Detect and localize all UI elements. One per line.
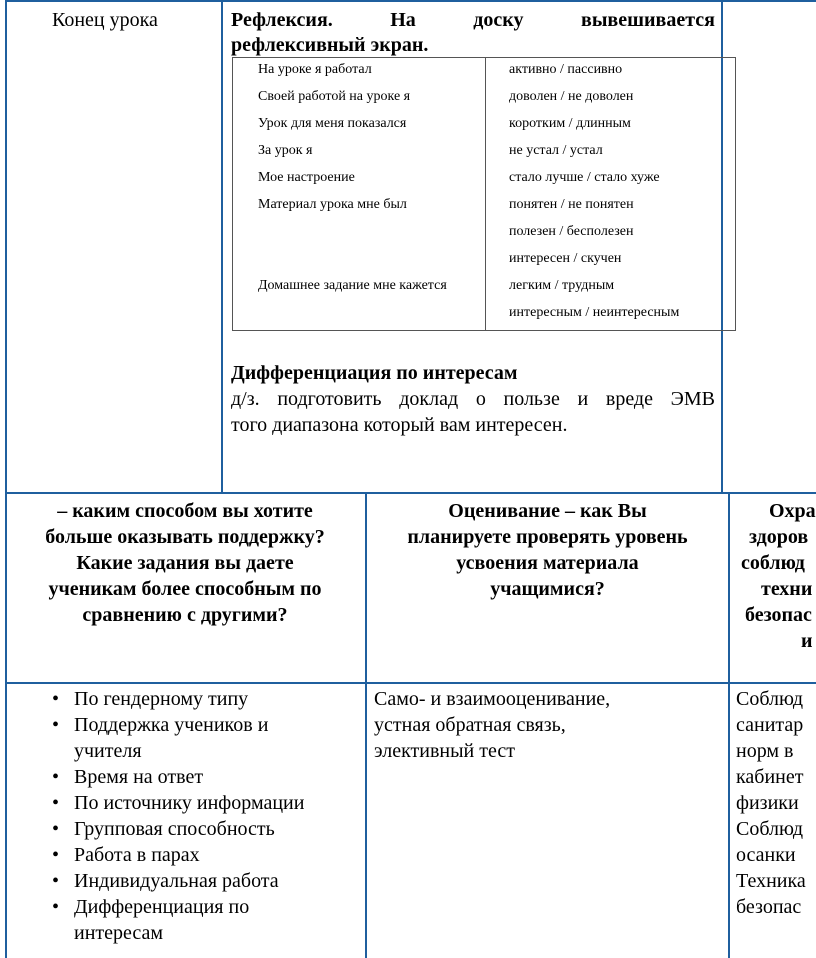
table-top-border — [5, 0, 816, 2]
assessment-line: Само- и взаимооценивание, — [374, 688, 611, 710]
reflection-title-word: Рефлексия. — [231, 9, 333, 31]
homework-word: о — [475, 388, 486, 410]
reflection-title-word: вывешивается — [581, 9, 715, 31]
homework-word: доклад — [399, 388, 459, 410]
safety-header — [731, 498, 816, 654]
reflection-title-word: На — [390, 9, 416, 31]
row-separator-2 — [5, 682, 816, 684]
list-item: • По гендерному типу — [42, 686, 362, 712]
reflection-right-cell: не устал / устал — [509, 143, 603, 158]
header-line: Какие задания вы даете — [76, 552, 294, 574]
homework-line1 — [231, 387, 715, 412]
header-line: больше оказывать поддержку? — [45, 526, 325, 548]
safety-line: Соблюд — [736, 818, 804, 840]
homework-line2: того диапазона который вам интересен. — [231, 414, 568, 436]
safety-line: санитар — [736, 714, 804, 736]
list-item: • Дифференциация по — [42, 894, 362, 920]
header-line: планируете проверять уровень — [407, 526, 688, 548]
reflection-left-cell: Домашнее задание мне кажется — [258, 278, 447, 293]
header-line: безопас — [745, 604, 812, 626]
header-line: ученикам более способным по — [48, 578, 322, 600]
table-left-border — [5, 0, 7, 958]
homework-word: пользе — [503, 388, 560, 410]
assessment-header — [367, 498, 728, 602]
reflection-left-cell: За урок я — [258, 143, 313, 158]
reflection-left-cell: Материал урока мне был — [258, 197, 407, 212]
homework-word: вреде — [605, 388, 653, 410]
header-line: учащимися? — [490, 578, 605, 600]
list-item: • Работа в парах — [42, 842, 362, 868]
lower-col-divider-2 — [728, 492, 730, 958]
reflection-title-line2: рефлексивный экран. — [231, 34, 429, 56]
list-item: • Время на ответ — [42, 764, 362, 790]
differentiation-header — [7, 498, 363, 628]
stage-label: Конец урока — [52, 9, 158, 31]
safety-line: физики — [736, 792, 799, 814]
list-item: • Групповая способность — [42, 816, 362, 842]
list-item: • По источнику информации — [42, 790, 362, 816]
reflection-right-cell: легким / трудным — [509, 278, 615, 293]
row-separator-1 — [5, 492, 816, 494]
safety-line: кабинет — [736, 766, 804, 788]
reflection-right-cell: активно / пассивно — [509, 62, 623, 77]
reflection-table-divider — [485, 58, 486, 330]
list-item: • Индивидуальная работа — [42, 868, 362, 894]
header-line: техни — [761, 578, 813, 600]
header-line: сравнению с другими? — [82, 604, 288, 626]
header-line: усвоения материала — [456, 552, 639, 574]
reflection-left-cell: На уроке я работал — [258, 62, 372, 77]
reflection-title — [231, 8, 715, 33]
header-line: соблюд — [741, 552, 805, 574]
safety-line: безопас — [736, 896, 802, 918]
header-line: здоров — [749, 526, 809, 548]
safety-line: норм в — [736, 740, 794, 762]
reflection-right-cell: полезен / бесполезен — [509, 224, 634, 239]
header-line: Оценивание – как Вы — [448, 500, 647, 522]
list-item-continuation: учителя — [74, 740, 142, 762]
safety-line: осанки — [736, 844, 796, 866]
reflection-right-cell: коротким / длинным — [509, 116, 631, 131]
safety-line: Техника — [736, 870, 806, 892]
reflection-right-cell: доволен / не доволен — [509, 89, 634, 104]
differentiation-list — [42, 686, 362, 946]
homework-word: ЭМВ — [670, 388, 715, 410]
homework-word: подготовить — [277, 388, 382, 410]
header-line: – каким способом вы хотите — [57, 500, 313, 522]
safety-line: Соблюд — [736, 688, 804, 710]
list-item-continuation: интересам — [74, 922, 164, 944]
assessment-content — [374, 686, 610, 764]
safety-content — [736, 686, 816, 920]
reflection-right-cell: интересным / неинтересным — [509, 305, 680, 320]
reflection-right-cell: интересен / скучен — [509, 251, 622, 266]
list-item: • Поддержка учеников и — [42, 712, 362, 738]
reflection-left-cell: Урок для меня показался — [258, 116, 407, 131]
differentiation-title: Дифференциация по интересам — [231, 362, 518, 384]
reflection-right-cell: стало лучше / стало хуже — [509, 170, 660, 185]
reflection-left-cell: Своей работой на уроке я — [258, 89, 411, 104]
reflection-left-cell: Мое настроение — [258, 170, 355, 185]
reflection-title-word: доску — [473, 9, 524, 31]
top-row-divider — [221, 0, 223, 492]
assessment-line: элективный тест — [374, 740, 515, 762]
homework-word: и — [577, 388, 589, 410]
header-line: Охра — [769, 500, 816, 522]
assessment-line: устная обратная связь, — [374, 714, 566, 736]
homework-word: д/з. — [231, 388, 260, 410]
header-line: и — [801, 630, 813, 652]
reflection-right-cell: понятен / не понятен — [509, 197, 634, 212]
